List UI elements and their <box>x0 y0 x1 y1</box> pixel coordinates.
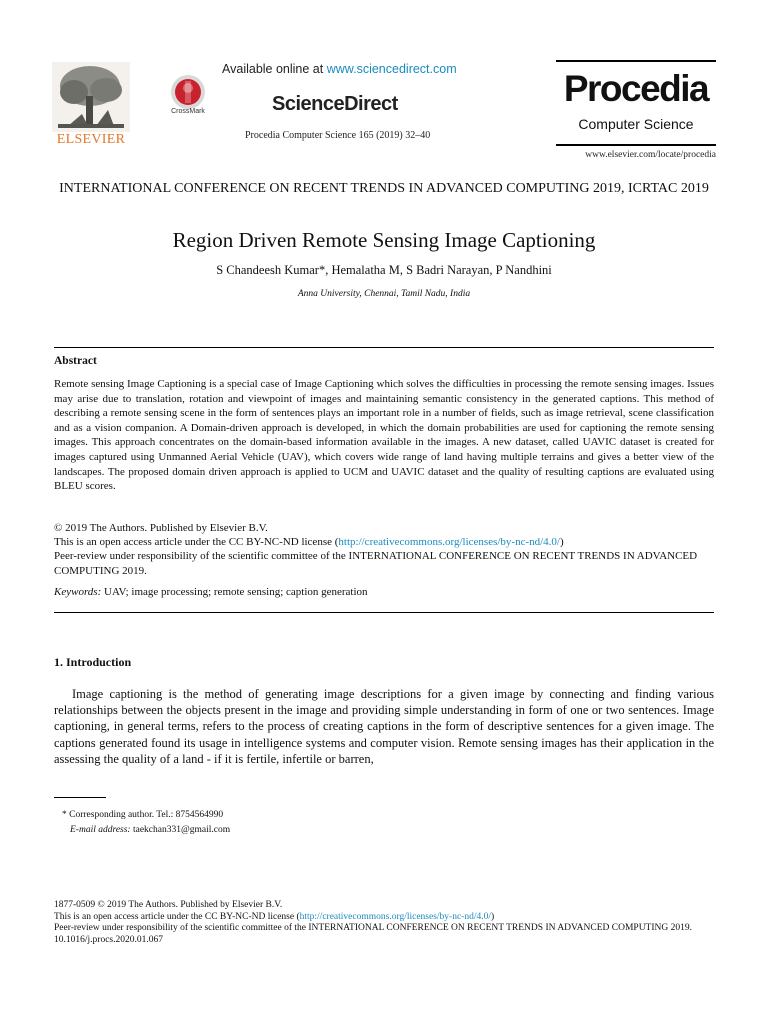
email-line: E-mail address: taekchan331@gmail.com <box>70 825 231 835</box>
divider <box>54 612 714 613</box>
procedia-wordmark: Procedia <box>563 68 709 109</box>
conference-name: INTERNATIONAL CONFERENCE ON RECENT TRENDS IN ADVANCED COMPUTING 2019, ICRTAC 2019 <box>59 181 709 196</box>
journal-url[interactable]: www.elsevier.com/locate/procedia <box>585 150 716 160</box>
bottom-license-link[interactable]: http://creativecommons.org/licenses/by-nc-nd/4.0/ <box>299 911 491 922</box>
sciencedirect-link[interactable]: www.sciencedirect.com <box>326 62 457 76</box>
copyright-line: © 2019 The Authors. Published by Elsevier B.V. <box>54 522 268 534</box>
corresponding-author: * Corresponding author. Tel.: 8754564990 <box>62 810 224 820</box>
doi[interactable]: 10.1016/j.procs.2020.01.067 <box>54 934 163 945</box>
author-list: S Chandeesh Kumar*, Hemalatha M, S Badri Narayan, P Nandhini <box>216 263 552 277</box>
available-online: Available online at www.sciencedirect.com <box>222 62 457 76</box>
copyright-block <box>54 521 714 578</box>
license-link[interactable]: http://creativecommons.org/licenses/by-nc-nd/4.0/ <box>338 536 560 549</box>
peer-review-line: Peer-review under responsibility of the scientific committee of the INTERNATIONAL CONFERENCE ON RECENT TRENDS IN ADVANCED COMPUTING 2019. <box>54 550 698 577</box>
bottom-license-line: This is an open access article under the CC BY-NC-ND license (http://creativecommons.org/licenses/by-nc-nd/4.0/) <box>54 911 495 922</box>
affiliation: Anna University, Chennai, Tamil Nadu, India <box>297 289 471 299</box>
keywords-text: UAV; image processing; remote sensing; caption generation <box>101 586 368 598</box>
procedia-subtitle: Computer Science <box>578 116 694 132</box>
publication-info <box>54 900 714 946</box>
abstract-heading: Abstract <box>54 355 97 367</box>
journal-reference: Procedia Computer Science 165 (2019) 32–40 <box>245 130 431 141</box>
elsevier-wordmark: ELSEVIER <box>56 132 126 147</box>
sciencedirect-wordmark: ScienceDirect <box>272 93 398 115</box>
paper-title: Region Driven Remote Sensing Image Captioning <box>172 228 596 252</box>
license-line: This is an open access article under the CC BY-NC-ND license (http://creativecommons.org/licenses/by-nc-nd/4.0/) <box>54 536 564 549</box>
section-heading: 1. Introduction <box>54 655 132 669</box>
section-text: Image captioning is the method of generating image descriptions for a given image by connecting and finding various relationships between the objects present in the image and providing simple understanding in form of one or two sentences. Image captioning, in general terms, refers to the process of creating captions in the form of descriptive sentences for a given image. The captions generated found its usage in intelligence systems and computer vision. Remote sensing images has their application in the assessing the quality of a land - if it is fertile, infertile or barren, <box>54 687 714 766</box>
issn-line: 1877-0509 © 2019 The Authors. Published by Elsevier B.V. <box>54 900 283 910</box>
footnote <box>62 808 230 838</box>
keywords <box>54 586 714 598</box>
abstract-text: Remote sensing Image Captioning is a special case of Image Captioning which solves the difficulties in processing the remote sensing images. Issues may arise due to translation, rotation and viewpoint of images and maintaining semantic consistency in the generated captions. This method of describing a remote sensing scene in the form of sentences plays an important role in a number of fields, such as image retrieval, scene classification and as a vision companion. A Domain-driven approach is developed, in which the domain probabilities are used for captioning the remote sensing images. This approach concentrates on the domain-based information available in the images. A new dataset, called UAVIC dataset is created for images captured using Unmanned Aerial Vehicle (UAV), which covers wide range of land having multiple terrains and gives a better view of the landscapes. The proposed domain driven approach is applied to UCM and UAVIC dataset and the quality of resulting captions are evaluated using BLEU scores. <box>54 378 714 493</box>
divider <box>54 347 714 348</box>
footnote-rule <box>54 797 106 798</box>
crossmark-label: CrossMark <box>171 108 205 115</box>
keywords-label: Keywords: <box>54 586 102 598</box>
bottom-peer-review: Peer-review under responsibility of the scientific committee of the INTERNATIONAL CONFERENCE ON RECENT TRENDS IN ADVANCED COMPUTING 2019. <box>54 923 692 934</box>
